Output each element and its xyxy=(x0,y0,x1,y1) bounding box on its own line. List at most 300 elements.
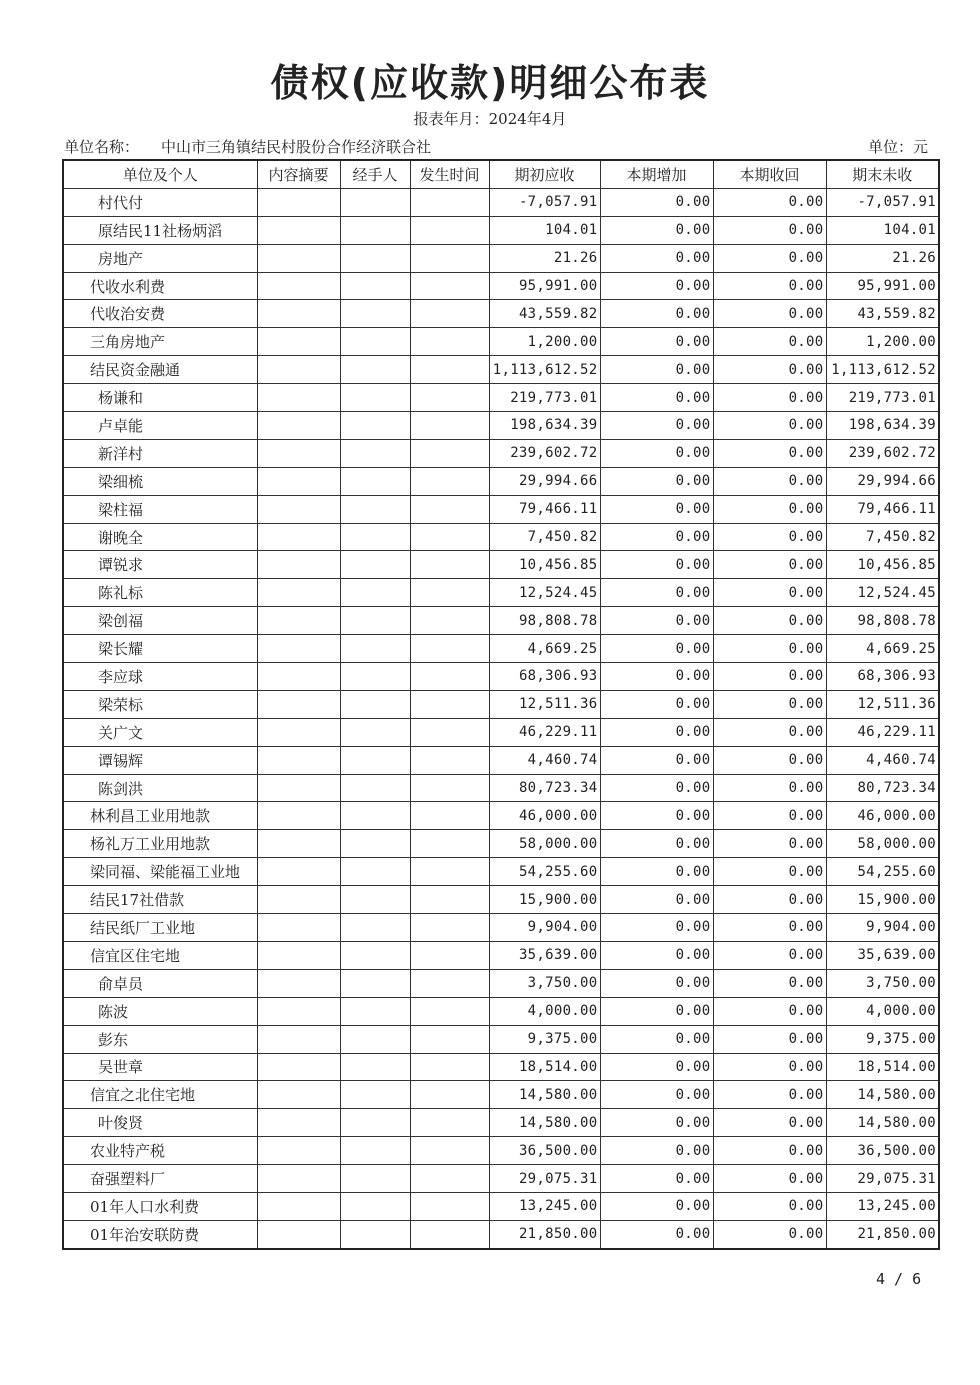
cell-closing: 9,904.00 xyxy=(826,914,939,942)
cell-opening: 58,000.00 xyxy=(489,830,600,858)
cell-summary xyxy=(257,635,340,663)
cell-increase: 0.00 xyxy=(600,914,713,942)
cell-opening: -7,057.91 xyxy=(489,188,600,216)
cell-closing: 46,229.11 xyxy=(826,718,939,746)
cell-recovered: 0.00 xyxy=(713,244,826,272)
cell-closing: 68,306.93 xyxy=(826,663,939,691)
cell-increase: 0.00 xyxy=(600,969,713,997)
cell-entity: 卢卓能 xyxy=(63,412,257,440)
cell-date xyxy=(410,272,489,300)
cell-handler xyxy=(340,244,410,272)
cell-entity: 代收水利费 xyxy=(63,272,257,300)
cell-summary xyxy=(257,495,340,523)
cell-recovered: 0.00 xyxy=(713,969,826,997)
cell-closing: 98,808.78 xyxy=(826,607,939,635)
cell-entity: 代收治安费 xyxy=(63,300,257,328)
cell-opening: 10,456.85 xyxy=(489,551,600,579)
cell-recovered: 0.00 xyxy=(713,579,826,607)
cell-date xyxy=(410,300,489,328)
cell-summary xyxy=(257,886,340,914)
cell-increase: 0.00 xyxy=(600,663,713,691)
cell-recovered: 0.00 xyxy=(713,300,826,328)
col-header-entity: 单位及个人 xyxy=(63,160,257,188)
cell-opening: 98,808.78 xyxy=(489,607,600,635)
cell-summary xyxy=(257,384,340,412)
cell-increase: 0.00 xyxy=(600,886,713,914)
cell-recovered: 0.00 xyxy=(713,1220,826,1248)
cell-closing: 18,514.00 xyxy=(826,1053,939,1081)
cell-closing: 14,580.00 xyxy=(826,1081,939,1109)
cell-handler xyxy=(340,188,410,216)
cell-opening: 14,580.00 xyxy=(489,1109,600,1137)
table-row xyxy=(63,663,939,691)
cell-closing: 4,669.25 xyxy=(826,635,939,663)
cell-summary xyxy=(257,467,340,495)
cell-entity: 叶俊贤 xyxy=(63,1109,257,1137)
cell-closing: 14,580.00 xyxy=(826,1109,939,1137)
cell-date xyxy=(410,746,489,774)
header-row xyxy=(63,160,939,188)
table-row xyxy=(63,1081,939,1109)
page-title: 债权(应收款)明细公布表 xyxy=(270,61,710,105)
cell-summary xyxy=(257,1137,340,1165)
cell-entity: 房地产 xyxy=(63,244,257,272)
cell-entity: 奋强塑料厂 xyxy=(63,1165,257,1193)
cell-handler xyxy=(340,1137,410,1165)
table-row xyxy=(63,1220,939,1248)
cell-entity: 梁同福、梁能福工业地 xyxy=(63,858,257,886)
cell-closing: 4,000.00 xyxy=(826,997,939,1025)
cell-recovered: 0.00 xyxy=(713,802,826,830)
cell-recovered: 0.00 xyxy=(713,523,826,551)
cell-opening: 13,245.00 xyxy=(489,1192,600,1220)
cell-handler xyxy=(340,1220,410,1248)
cell-opening: 239,602.72 xyxy=(489,439,600,467)
table-row xyxy=(63,495,939,523)
cell-recovered: 0.00 xyxy=(713,328,826,356)
cell-summary xyxy=(257,941,340,969)
cell-handler xyxy=(340,1192,410,1220)
cell-summary xyxy=(257,718,340,746)
col-header-increase: 本期增加 xyxy=(600,160,713,188)
table-row xyxy=(63,1025,939,1053)
table-row xyxy=(63,635,939,663)
cell-closing: 21.26 xyxy=(826,244,939,272)
table-row xyxy=(63,551,939,579)
cell-handler xyxy=(340,969,410,997)
cell-opening: 4,460.74 xyxy=(489,746,600,774)
cell-entity: 三角房地产 xyxy=(63,328,257,356)
cell-handler xyxy=(340,216,410,244)
cell-summary xyxy=(257,216,340,244)
table-row xyxy=(63,914,939,942)
cell-increase: 0.00 xyxy=(600,272,713,300)
table-row xyxy=(63,969,939,997)
cell-date xyxy=(410,969,489,997)
cell-recovered: 0.00 xyxy=(713,886,826,914)
cell-entity: 杨礼万工业用地款 xyxy=(63,830,257,858)
cell-summary xyxy=(257,1109,340,1137)
cell-opening: 29,075.31 xyxy=(489,1165,600,1193)
table-row xyxy=(63,412,939,440)
table-row xyxy=(63,830,939,858)
cell-closing: 1,113,612.52 xyxy=(826,356,939,384)
cell-closing: 239,602.72 xyxy=(826,439,939,467)
cell-date xyxy=(410,1109,489,1137)
cell-handler xyxy=(340,746,410,774)
cell-recovered: 0.00 xyxy=(713,1025,826,1053)
cell-recovered: 0.00 xyxy=(713,439,826,467)
cell-increase: 0.00 xyxy=(600,635,713,663)
cell-handler xyxy=(340,495,410,523)
cell-entity: 结民17社借款 xyxy=(63,886,257,914)
table-body xyxy=(63,188,939,1248)
cell-handler xyxy=(340,356,410,384)
cell-entity: 关广文 xyxy=(63,718,257,746)
cell-increase: 0.00 xyxy=(600,1220,713,1248)
cell-increase: 0.00 xyxy=(600,718,713,746)
cell-closing: 46,000.00 xyxy=(826,802,939,830)
cell-increase: 0.00 xyxy=(600,523,713,551)
cell-recovered: 0.00 xyxy=(713,914,826,942)
currency-unit: 单位：元 xyxy=(867,138,928,156)
cell-entity: 谭锐求 xyxy=(63,551,257,579)
table-row xyxy=(63,802,939,830)
cell-summary xyxy=(257,1220,340,1248)
cell-increase: 0.00 xyxy=(600,216,713,244)
cell-increase: 0.00 xyxy=(600,1025,713,1053)
cell-closing: 9,375.00 xyxy=(826,1025,939,1053)
cell-date xyxy=(410,1192,489,1220)
cell-recovered: 0.00 xyxy=(713,663,826,691)
cell-date xyxy=(410,607,489,635)
cell-entity: 陈波 xyxy=(63,997,257,1025)
col-header-closing: 期末未收 xyxy=(826,160,939,188)
cell-summary xyxy=(257,188,340,216)
cell-increase: 0.00 xyxy=(600,412,713,440)
cell-increase: 0.00 xyxy=(600,300,713,328)
cell-opening: 21.26 xyxy=(489,244,600,272)
cell-date xyxy=(410,579,489,607)
cell-date xyxy=(410,328,489,356)
table-row xyxy=(63,858,939,886)
cell-date xyxy=(410,997,489,1025)
cell-entity: 01年人口水利费 xyxy=(63,1192,257,1220)
cell-handler xyxy=(340,551,410,579)
cell-date xyxy=(410,216,489,244)
cell-handler xyxy=(340,1109,410,1137)
cell-closing: 29,075.31 xyxy=(826,1165,939,1193)
cell-handler xyxy=(340,300,410,328)
cell-date xyxy=(410,495,489,523)
cell-increase: 0.00 xyxy=(600,690,713,718)
cell-recovered: 0.00 xyxy=(713,216,826,244)
cell-date xyxy=(410,467,489,495)
cell-handler xyxy=(340,886,410,914)
cell-handler xyxy=(340,272,410,300)
cell-increase: 0.00 xyxy=(600,774,713,802)
cell-entity: 彭东 xyxy=(63,1025,257,1053)
table-row xyxy=(63,1192,939,1220)
table-row xyxy=(63,774,939,802)
cell-handler xyxy=(340,635,410,663)
cell-increase: 0.00 xyxy=(600,495,713,523)
cell-handler xyxy=(340,579,410,607)
cell-closing: 1,200.00 xyxy=(826,328,939,356)
cell-opening: 12,511.36 xyxy=(489,690,600,718)
table-row xyxy=(63,1165,939,1193)
cell-handler xyxy=(340,774,410,802)
cell-recovered: 0.00 xyxy=(713,718,826,746)
cell-closing: 79,466.11 xyxy=(826,495,939,523)
cell-handler xyxy=(340,663,410,691)
table-row xyxy=(63,690,939,718)
cell-recovered: 0.00 xyxy=(713,356,826,384)
cell-handler xyxy=(340,439,410,467)
cell-summary xyxy=(257,607,340,635)
cell-summary xyxy=(257,244,340,272)
cell-closing: 43,559.82 xyxy=(826,300,939,328)
cell-opening: 46,000.00 xyxy=(489,802,600,830)
cell-entity: 谢晚全 xyxy=(63,523,257,551)
cell-closing: 4,460.74 xyxy=(826,746,939,774)
cell-date xyxy=(410,188,489,216)
table-row xyxy=(63,300,939,328)
col-header-recovered: 本期收回 xyxy=(713,160,826,188)
cell-summary xyxy=(257,328,340,356)
table-row xyxy=(63,1053,939,1081)
cell-increase: 0.00 xyxy=(600,997,713,1025)
cell-closing: 7,450.82 xyxy=(826,523,939,551)
cell-summary xyxy=(257,300,340,328)
cell-opening: 46,229.11 xyxy=(489,718,600,746)
cell-entity: 梁创福 xyxy=(63,607,257,635)
cell-opening: 18,514.00 xyxy=(489,1053,600,1081)
table-row xyxy=(63,746,939,774)
cell-closing: 80,723.34 xyxy=(826,774,939,802)
cell-opening: 79,466.11 xyxy=(489,495,600,523)
cell-opening: 43,559.82 xyxy=(489,300,600,328)
col-header-date: 发生时间 xyxy=(410,160,489,188)
cell-handler xyxy=(340,1025,410,1053)
cell-increase: 0.00 xyxy=(600,244,713,272)
cell-closing: 54,255.60 xyxy=(826,858,939,886)
cell-summary xyxy=(257,663,340,691)
cell-summary xyxy=(257,802,340,830)
cell-handler xyxy=(340,607,410,635)
table-row xyxy=(63,356,939,384)
cell-increase: 0.00 xyxy=(600,802,713,830)
cell-summary xyxy=(257,969,340,997)
cell-date xyxy=(410,690,489,718)
cell-entity: 梁荣标 xyxy=(63,690,257,718)
table-row xyxy=(63,579,939,607)
cell-opening: 29,994.66 xyxy=(489,467,600,495)
cell-entity: 陈剑洪 xyxy=(63,774,257,802)
cell-summary xyxy=(257,690,340,718)
cell-date xyxy=(410,886,489,914)
cell-handler xyxy=(340,718,410,746)
cell-handler xyxy=(340,690,410,718)
cell-recovered: 0.00 xyxy=(713,1137,826,1165)
cell-recovered: 0.00 xyxy=(713,1081,826,1109)
table-row xyxy=(63,718,939,746)
cell-entity: 梁柱福 xyxy=(63,495,257,523)
table-row xyxy=(63,216,939,244)
cell-increase: 0.00 xyxy=(600,467,713,495)
cell-closing: 219,773.01 xyxy=(826,384,939,412)
cell-opening: 54,255.60 xyxy=(489,858,600,886)
cell-recovered: 0.00 xyxy=(713,941,826,969)
cell-opening: 9,904.00 xyxy=(489,914,600,942)
cell-date xyxy=(410,635,489,663)
cell-summary xyxy=(257,774,340,802)
cell-recovered: 0.00 xyxy=(713,858,826,886)
table-row xyxy=(63,997,939,1025)
cell-handler xyxy=(340,941,410,969)
cell-opening: 219,773.01 xyxy=(489,384,600,412)
table-row xyxy=(63,384,939,412)
cell-increase: 0.00 xyxy=(600,356,713,384)
cell-date xyxy=(410,914,489,942)
cell-date xyxy=(410,439,489,467)
col-header-handler: 经手人 xyxy=(340,160,410,188)
table-row xyxy=(63,272,939,300)
cell-recovered: 0.00 xyxy=(713,774,826,802)
cell-handler xyxy=(340,412,410,440)
cell-closing: 21,850.00 xyxy=(826,1220,939,1248)
cell-summary xyxy=(257,412,340,440)
cell-summary xyxy=(257,356,340,384)
cell-increase: 0.00 xyxy=(600,830,713,858)
cell-entity: 林利昌工业用地款 xyxy=(63,802,257,830)
cell-opening: 14,580.00 xyxy=(489,1081,600,1109)
cell-entity: 农业特产税 xyxy=(63,1137,257,1165)
cell-closing: 104.01 xyxy=(826,216,939,244)
cell-recovered: 0.00 xyxy=(713,551,826,579)
cell-increase: 0.00 xyxy=(600,1081,713,1109)
cell-entity: 陈礼标 xyxy=(63,579,257,607)
cell-date xyxy=(410,1081,489,1109)
cell-handler xyxy=(340,997,410,1025)
cell-increase: 0.00 xyxy=(600,188,713,216)
table-row xyxy=(63,439,939,467)
cell-handler xyxy=(340,802,410,830)
cell-handler xyxy=(340,523,410,551)
cell-increase: 0.00 xyxy=(600,1053,713,1081)
cell-date xyxy=(410,356,489,384)
cell-opening: 1,200.00 xyxy=(489,328,600,356)
col-header-summary: 内容摘要 xyxy=(257,160,340,188)
cell-opening: 9,375.00 xyxy=(489,1025,600,1053)
cell-summary xyxy=(257,1192,340,1220)
cell-entity: 李应球 xyxy=(63,663,257,691)
cell-handler xyxy=(340,914,410,942)
receivables-table xyxy=(62,159,940,1250)
cell-date xyxy=(410,802,489,830)
cell-increase: 0.00 xyxy=(600,941,713,969)
cell-handler xyxy=(340,1081,410,1109)
cell-opening: 4,669.25 xyxy=(489,635,600,663)
cell-opening: 36,500.00 xyxy=(489,1137,600,1165)
cell-closing: 12,511.36 xyxy=(826,690,939,718)
cell-date xyxy=(410,858,489,886)
cell-closing: 15,900.00 xyxy=(826,886,939,914)
cell-recovered: 0.00 xyxy=(713,1109,826,1137)
cell-entity: 村代付 xyxy=(63,188,257,216)
cell-entity: 信宜之北住宅地 xyxy=(63,1081,257,1109)
cell-summary xyxy=(257,272,340,300)
cell-recovered: 0.00 xyxy=(713,495,826,523)
cell-recovered: 0.00 xyxy=(713,188,826,216)
cell-increase: 0.00 xyxy=(600,858,713,886)
cell-summary xyxy=(257,858,340,886)
cell-handler xyxy=(340,328,410,356)
table-row xyxy=(63,244,939,272)
cell-recovered: 0.00 xyxy=(713,412,826,440)
cell-handler xyxy=(340,1053,410,1081)
unit-name-label: 单位名称： xyxy=(64,138,140,156)
table-row xyxy=(63,607,939,635)
cell-opening: 198,634.39 xyxy=(489,412,600,440)
cell-closing: 13,245.00 xyxy=(826,1192,939,1220)
cell-handler xyxy=(340,467,410,495)
cell-closing: -7,057.91 xyxy=(826,188,939,216)
table-row xyxy=(63,886,939,914)
cell-date xyxy=(410,244,489,272)
col-header-opening: 期初应收 xyxy=(489,160,600,188)
cell-entity: 吴世章 xyxy=(63,1053,257,1081)
cell-opening: 7,450.82 xyxy=(489,523,600,551)
cell-handler xyxy=(340,384,410,412)
cell-opening: 95,991.00 xyxy=(489,272,600,300)
cell-recovered: 0.00 xyxy=(713,690,826,718)
cell-increase: 0.00 xyxy=(600,439,713,467)
cell-summary xyxy=(257,1053,340,1081)
table-row xyxy=(63,188,939,216)
cell-closing: 12,524.45 xyxy=(826,579,939,607)
cell-summary xyxy=(257,579,340,607)
cell-entity: 01年治安联防费 xyxy=(63,1220,257,1248)
cell-summary xyxy=(257,914,340,942)
unit-name-line xyxy=(64,136,431,157)
cell-summary xyxy=(257,1081,340,1109)
table-row xyxy=(63,1137,939,1165)
cell-summary xyxy=(257,1165,340,1193)
cell-entity: 结民资金融通 xyxy=(63,356,257,384)
cell-increase: 0.00 xyxy=(600,384,713,412)
table-row xyxy=(63,1109,939,1137)
cell-recovered: 0.00 xyxy=(713,830,826,858)
cell-opening: 35,639.00 xyxy=(489,941,600,969)
cell-entity: 新洋村 xyxy=(63,439,257,467)
cell-date xyxy=(410,1137,489,1165)
cell-closing: 198,634.39 xyxy=(826,412,939,440)
table-row xyxy=(63,467,939,495)
cell-entity: 结民纸厂工业地 xyxy=(63,914,257,942)
cell-opening: 104.01 xyxy=(489,216,600,244)
page-indicator: 4 / 6 xyxy=(876,1270,922,1288)
cell-entity: 梁长耀 xyxy=(63,635,257,663)
table-row xyxy=(63,328,939,356)
cell-recovered: 0.00 xyxy=(713,384,826,412)
cell-closing: 36,500.00 xyxy=(826,1137,939,1165)
cell-handler xyxy=(340,1165,410,1193)
cell-entity: 杨谦和 xyxy=(63,384,257,412)
cell-date xyxy=(410,774,489,802)
cell-recovered: 0.00 xyxy=(713,272,826,300)
cell-entity: 原结民11社杨炳滔 xyxy=(63,216,257,244)
